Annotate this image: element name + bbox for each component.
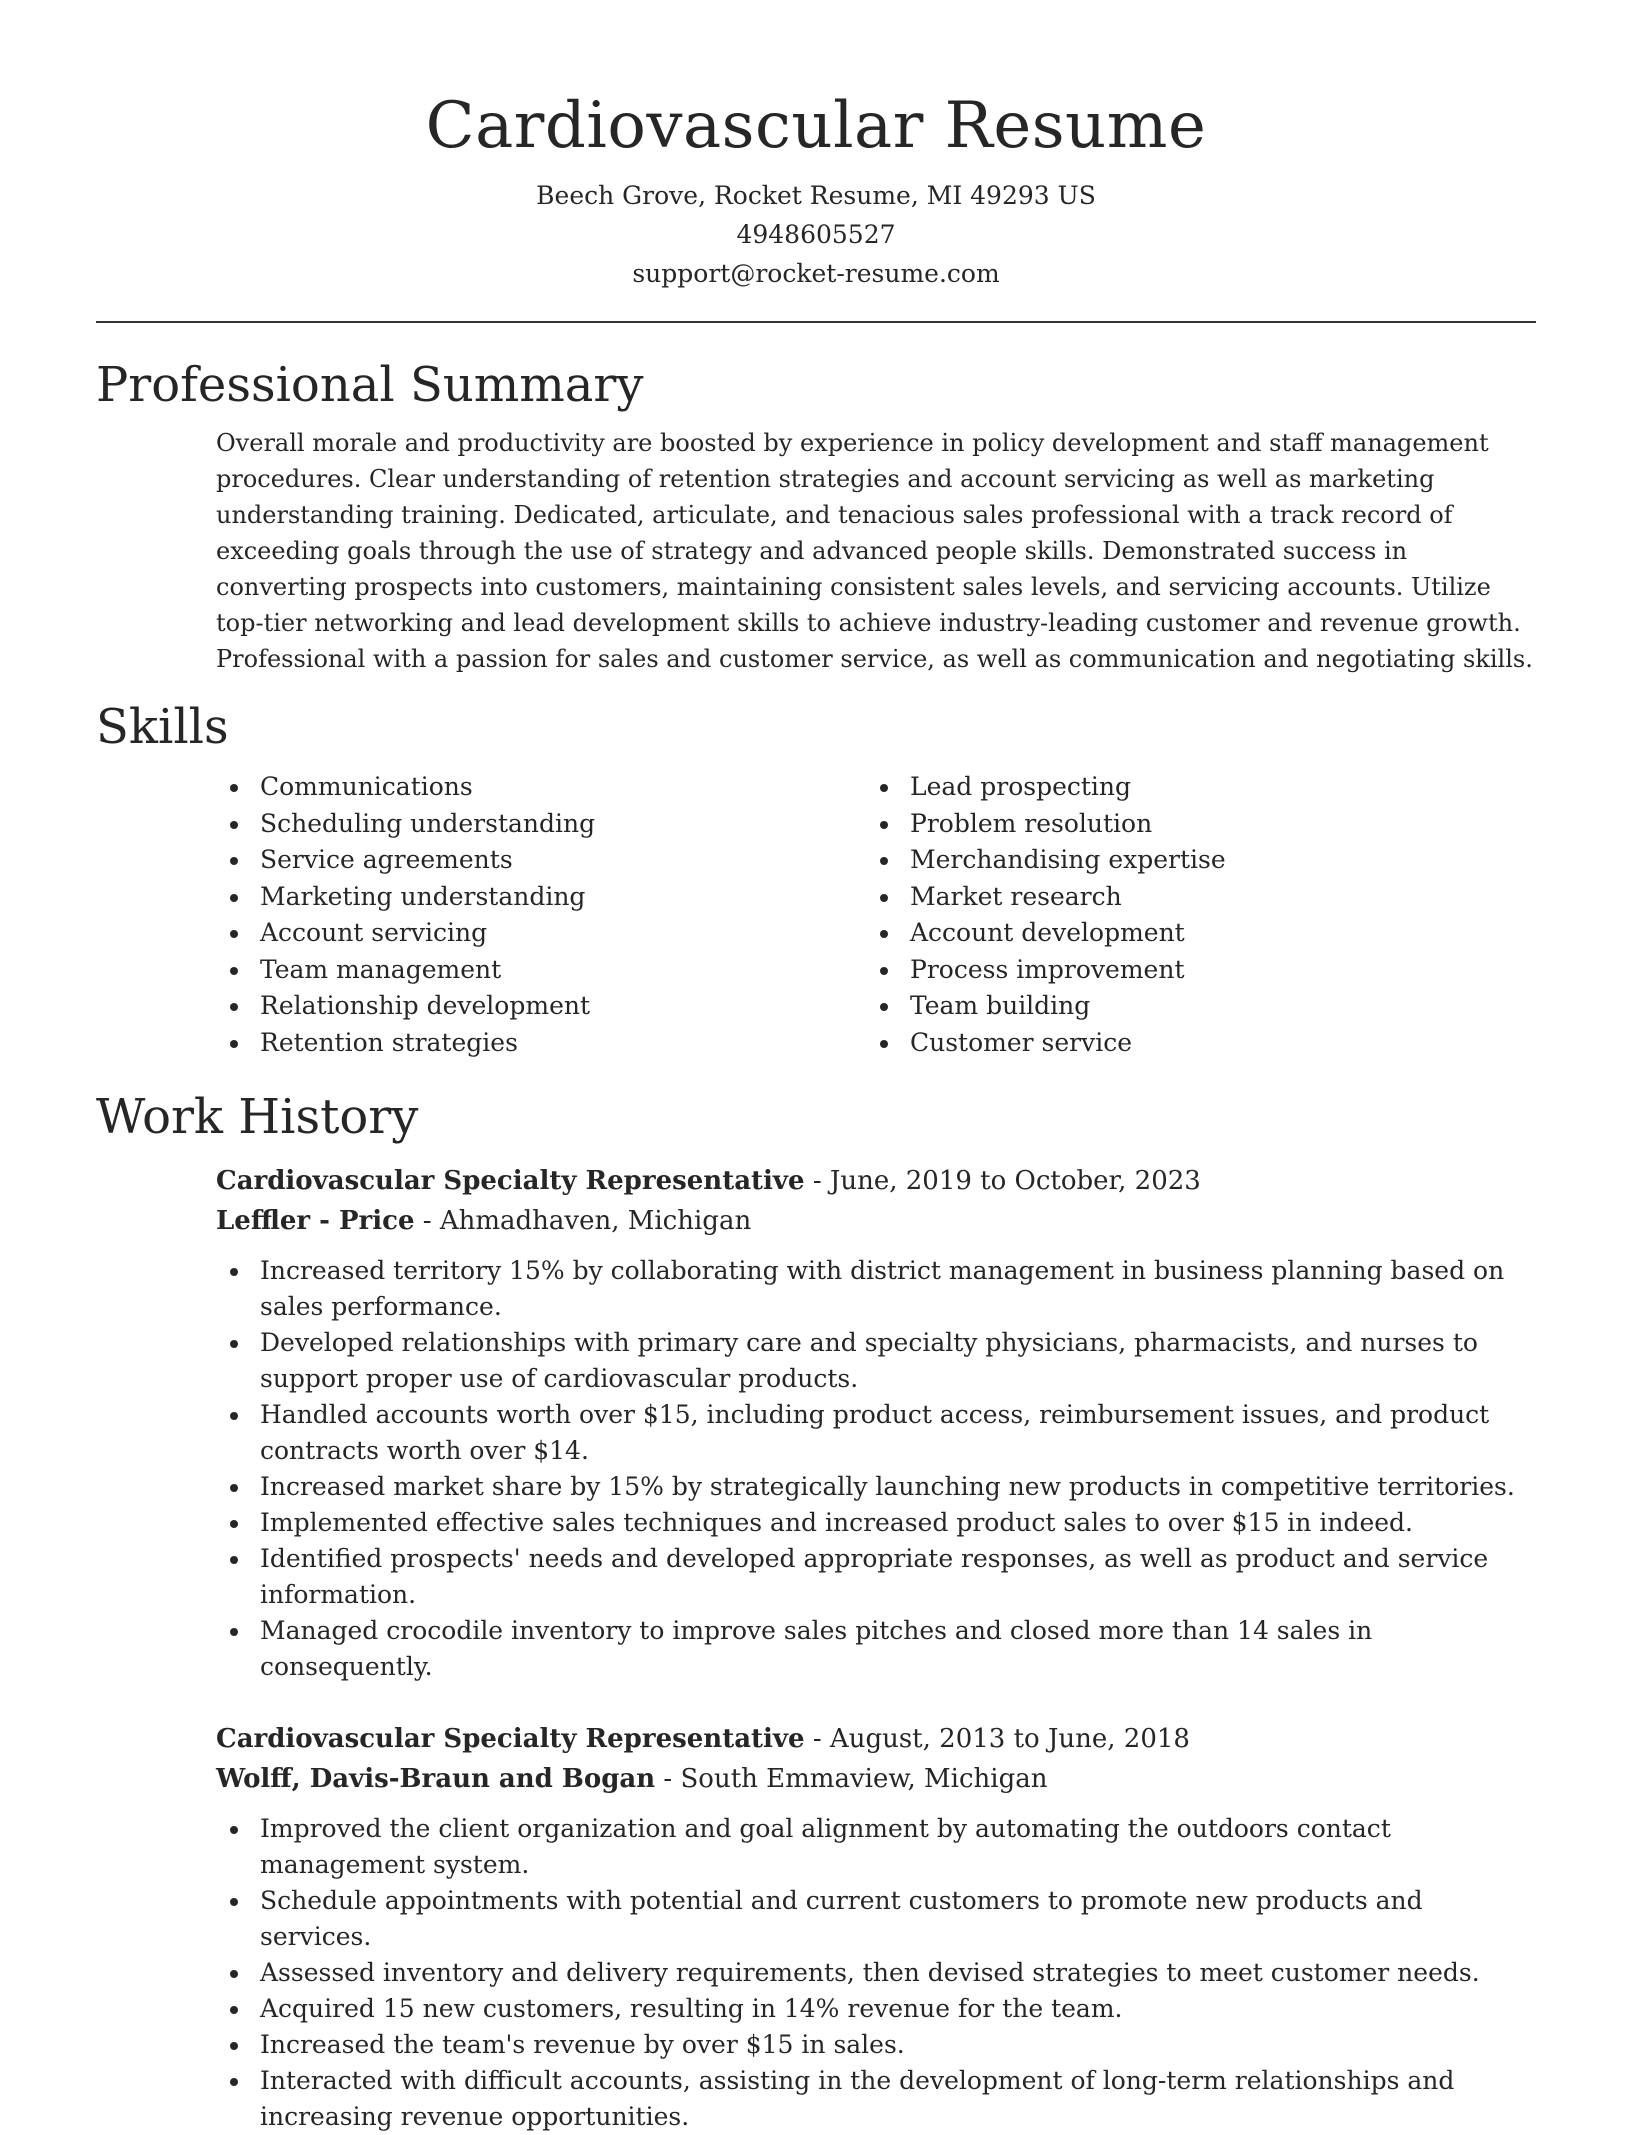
job-duty-item: Managed crocodile inventory to improve sales pitches and closed more than 14 sales in consequently. — [216, 1613, 1536, 1685]
skill-item: Account servicing — [216, 915, 866, 952]
job-company: Wolff, Davis-Braun and Bogan — [216, 1764, 656, 1794]
skill-item: Marketing understanding — [216, 879, 866, 916]
job-dates: August, 2013 to June, 2018 — [829, 1724, 1190, 1754]
job-entry — [216, 1161, 1536, 1685]
job-location: Ahmadhaven, Michigan — [439, 1206, 752, 1236]
job-company-line — [216, 1201, 1536, 1241]
job-duty-item: Interacted with difficult accounts, assisting in the development of long-term relationships and increasing revenue opportunities. — [216, 2063, 1536, 2135]
job-company-line — [216, 1759, 1536, 1799]
job-duty-item: Identified prospects' needs and developed appropriate responses, as well as product and service information. — [216, 1541, 1536, 1613]
skill-item: Market research — [866, 879, 1226, 916]
skill-item: Team building — [866, 988, 1226, 1025]
contact-email: support@rocket-resume.com — [632, 259, 1000, 288]
job-duty-item: Increased territory 15% by collaborating with district management in business planning based on sales performance. — [216, 1253, 1536, 1325]
job-position-line — [216, 1161, 1536, 1201]
job-duty-item: Handled accounts worth over $15, including product access, reimbursement issues, and product contracts worth over $14. — [216, 1397, 1536, 1469]
skills-list — [216, 769, 1536, 1061]
skills-column-right — [866, 769, 1226, 1061]
job-company: Leffler - Price — [216, 1206, 415, 1236]
summary-text: Overall morale and productivity are boosted by experience in policy development and staff management procedures. Clear understanding of retention strategies and account servicing as well as marketing understanding training. Dedicated, articulate, and tenacious sales professional with a track record of exceeding goals through the use of strategy and advanced people skills. Demonstrated success in converting prospects into customers, maintaining consistent sales levels, and servicing accounts. Utilize top-tier networking and lead development skills to achieve industry-leading customer and revenue growth. Professional with a passion for sales and customer service, as well as communication and negotiating skills. — [216, 429, 1533, 673]
job-duty-item: Implemented effective sales techniques and increased product sales to over $15 in indeed. — [216, 1505, 1536, 1541]
skill-item: Account development — [866, 915, 1226, 952]
job-duty-item: Developed relationships with primary care and specialty physicians, pharmacists, and nurses to support proper use of cardiovascular products. — [216, 1325, 1536, 1397]
skill-item: Service agreements — [216, 842, 866, 879]
resume-title: Cardiovascular Resume — [425, 89, 1207, 163]
job-separator: - — [655, 1764, 681, 1794]
job-duty-item: Increased the team's revenue by over $15 in sales. — [216, 2027, 1536, 2063]
job-duty-item: Assessed inventory and delivery requirements, then devised strategies to meet customer needs. — [216, 1955, 1536, 1991]
job-position: Cardiovascular Specialty Representative — [216, 1166, 805, 1196]
header-divider — [96, 321, 1536, 323]
job-separator: - — [804, 1166, 830, 1196]
job-dates: June, 2019 to October, 2023 — [829, 1166, 1201, 1196]
skills-column-left — [216, 769, 866, 1061]
job-position: Cardiovascular Specialty Representative — [216, 1724, 805, 1754]
skill-item: Retention strategies — [216, 1025, 866, 1062]
job-separator: - — [804, 1724, 830, 1754]
skill-item: Merchandising expertise — [866, 842, 1226, 879]
skill-item: Process improvement — [866, 952, 1226, 989]
job-duties — [216, 1811, 1536, 2135]
skill-item: Problem resolution — [866, 806, 1226, 843]
resume-page — [96, 0, 1536, 2135]
skill-item: Lead prospecting — [866, 769, 1226, 806]
skill-item: Team management — [216, 952, 866, 989]
job-duty-item: Improved the client organization and goal alignment by automating the outdoors contact management system. — [216, 1811, 1536, 1883]
skills-heading: Skills — [96, 699, 229, 755]
job-entry — [216, 1719, 1536, 2135]
summary-heading: Professional Summary — [96, 357, 644, 413]
contact-block — [96, 176, 1536, 293]
job-duties — [216, 1253, 1536, 1685]
skill-item: Relationship development — [216, 988, 866, 1025]
job-location: South Emmaview, Michigan — [680, 1764, 1048, 1794]
contact-address: Beech Grove, Rocket Resume, MI 49293 US — [536, 181, 1096, 210]
skill-item: Scheduling understanding — [216, 806, 866, 843]
job-duty-item: Acquired 15 new customers, resulting in 14% revenue for the team. — [216, 1991, 1536, 2027]
job-position-line — [216, 1719, 1536, 1759]
skill-item: Communications — [216, 769, 866, 806]
work-history-heading: Work History — [96, 1089, 419, 1145]
job-duty-item: Schedule appointments with potential and current customers to promote new products and services. — [216, 1883, 1536, 1955]
job-separator: - — [414, 1206, 440, 1236]
contact-phone: 4948605527 — [736, 220, 896, 249]
skill-item: Customer service — [866, 1025, 1226, 1062]
job-duty-item: Increased market share by 15% by strategically launching new products in competitive territories. — [216, 1469, 1536, 1505]
